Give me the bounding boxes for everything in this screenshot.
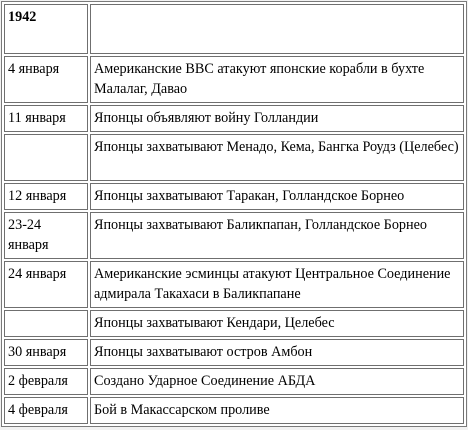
event-cell: Американские ВВС атакуют японские корабли в бухте Малалаг, Давао bbox=[90, 56, 464, 103]
table-row bbox=[4, 261, 464, 308]
event-cell: Японцы захватывают Баликпапан, Голландское Борнео bbox=[90, 212, 464, 259]
event-cell: Создано Ударное Соединение АБДА bbox=[90, 368, 464, 395]
date-cell: 24 января bbox=[4, 261, 88, 308]
event-cell: Японцы объявляют войну Голландии bbox=[90, 105, 464, 132]
event-cell: Американские эсминцы атакуют Центральное Соединение адмирала Такахаси в Баликпапане bbox=[90, 261, 464, 308]
date-cell bbox=[4, 134, 88, 181]
date-cell: 30 января bbox=[4, 339, 88, 366]
date-cell: 2 февраля bbox=[4, 368, 88, 395]
date-cell: 23-24 января bbox=[4, 212, 88, 259]
date-cell: 12 января bbox=[4, 183, 88, 210]
table-row bbox=[4, 397, 464, 424]
table-row bbox=[4, 310, 464, 337]
table-row bbox=[4, 105, 464, 132]
event-cell: Японцы захватывают Таракан, Голландское Борнео bbox=[90, 183, 464, 210]
table-row bbox=[4, 183, 464, 210]
event-cell: Японцы захватывают Кендари, Целебес bbox=[90, 310, 464, 337]
table-header-row bbox=[4, 4, 464, 54]
date-cell: 4 января bbox=[4, 56, 88, 103]
header-empty-cell bbox=[90, 4, 464, 54]
chronology-table bbox=[1, 1, 467, 427]
table-row bbox=[4, 339, 464, 366]
table-row bbox=[4, 212, 464, 259]
table-row bbox=[4, 368, 464, 395]
date-cell: 11 января bbox=[4, 105, 88, 132]
event-cell: Японцы захватывают Менадо, Кема, Бангка Роудз (Целебес) bbox=[90, 134, 464, 181]
table-row bbox=[4, 56, 464, 103]
year-cell: 1942 bbox=[4, 4, 88, 54]
date-cell: 4 февраля bbox=[4, 397, 88, 424]
date-cell bbox=[4, 310, 88, 337]
event-cell: Японцы захватывают остров Амбон bbox=[90, 339, 464, 366]
event-cell: Бой в Макассарском проливе bbox=[90, 397, 464, 424]
table-row bbox=[4, 134, 464, 181]
